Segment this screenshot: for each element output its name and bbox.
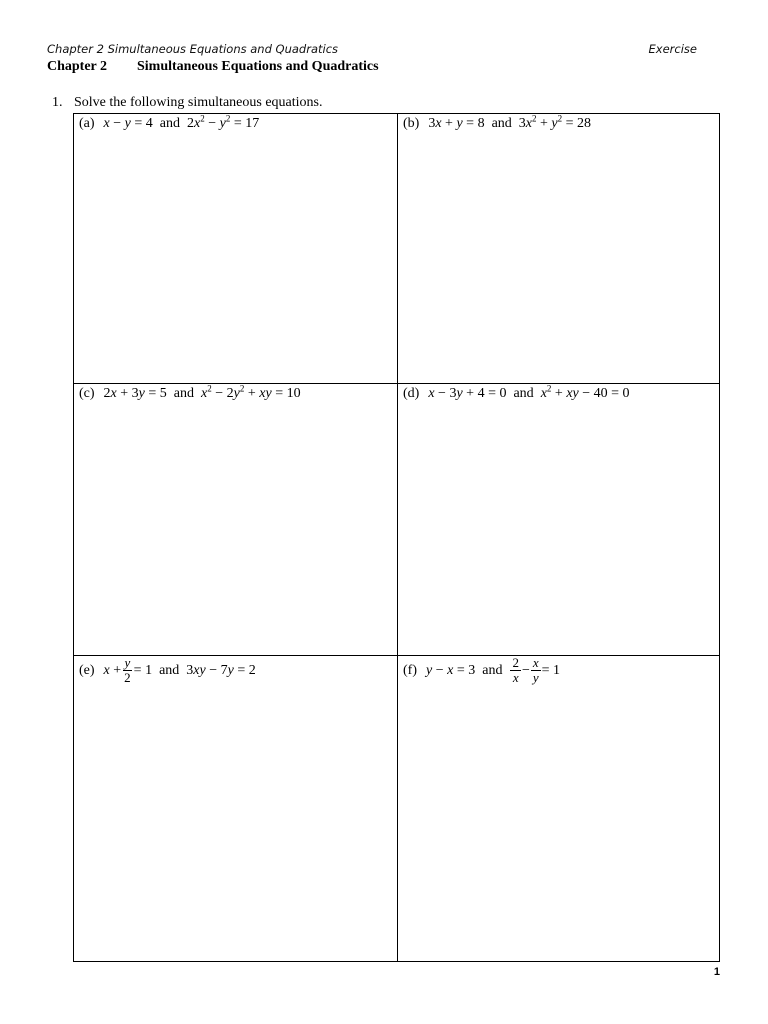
conjunction: and: [159, 662, 180, 678]
answer-box-e[interactable]: [74, 656, 398, 961]
chapter-title: Simultaneous Equations and Quadratics: [137, 59, 379, 74]
equation-d: (d) x − 3y + 4 = 0 and $x^2$ + xy − 40 = 0: [403, 383, 630, 401]
conjunction: and: [159, 116, 181, 131]
answer-box-a[interactable]: [74, 114, 398, 384]
part-label: (b): [403, 116, 420, 131]
part-label: (d): [403, 386, 420, 401]
running-header-section: Exercise: [648, 42, 697, 56]
equation-c: (c) 2x + 3y = 5 and $x^2 - 2y^2$ + xy = 10: [79, 383, 301, 401]
equation-e: (e) x + $\frac{y}{2}$ = 1 and 3xy − 7y = 2: [79, 655, 256, 685]
chapter-number: Chapter 2: [47, 59, 108, 74]
answer-box-f[interactable]: [398, 656, 719, 961]
equation-f: (f) y − x = 3 and $\frac{2}{x}$ − $\frac{x}{y}$ = 1: [403, 655, 561, 685]
question-prompt: Solve the following simultaneous equations.: [74, 95, 323, 110]
part-label: (a): [79, 116, 95, 131]
answer-box-c[interactable]: [74, 384, 398, 656]
answer-box-d[interactable]: [398, 384, 719, 656]
conjunction: and: [491, 116, 512, 131]
equation-b: (b) 3x + y = 8 and $3x^2 + y^2 = 28$: [403, 113, 592, 131]
part-label: (e): [79, 662, 95, 678]
conjunction: and: [482, 662, 503, 678]
answer-box-b[interactable]: [398, 114, 719, 384]
question-number: 1.: [52, 95, 63, 110]
equation-a: (a) x − y = 4 and $2x^2 - y^2 = 17$: [79, 113, 260, 131]
fraction-x-over-y: $\frac{x}{y}$: [532, 655, 539, 685]
conjunction: and: [173, 386, 195, 401]
part-label: (f): [403, 662, 417, 678]
conjunction: and: [513, 386, 534, 401]
answer-grid: [73, 113, 720, 962]
page-number: 1: [713, 966, 720, 978]
part-label: (c): [79, 386, 95, 401]
fraction-2-over-x: $\frac{2}{x}$: [512, 655, 519, 685]
fraction-y-over-2: $\frac{y}{2}$: [124, 655, 131, 685]
running-header-title: Chapter 2 Simultaneous Equations and Quadratics: [47, 42, 339, 56]
